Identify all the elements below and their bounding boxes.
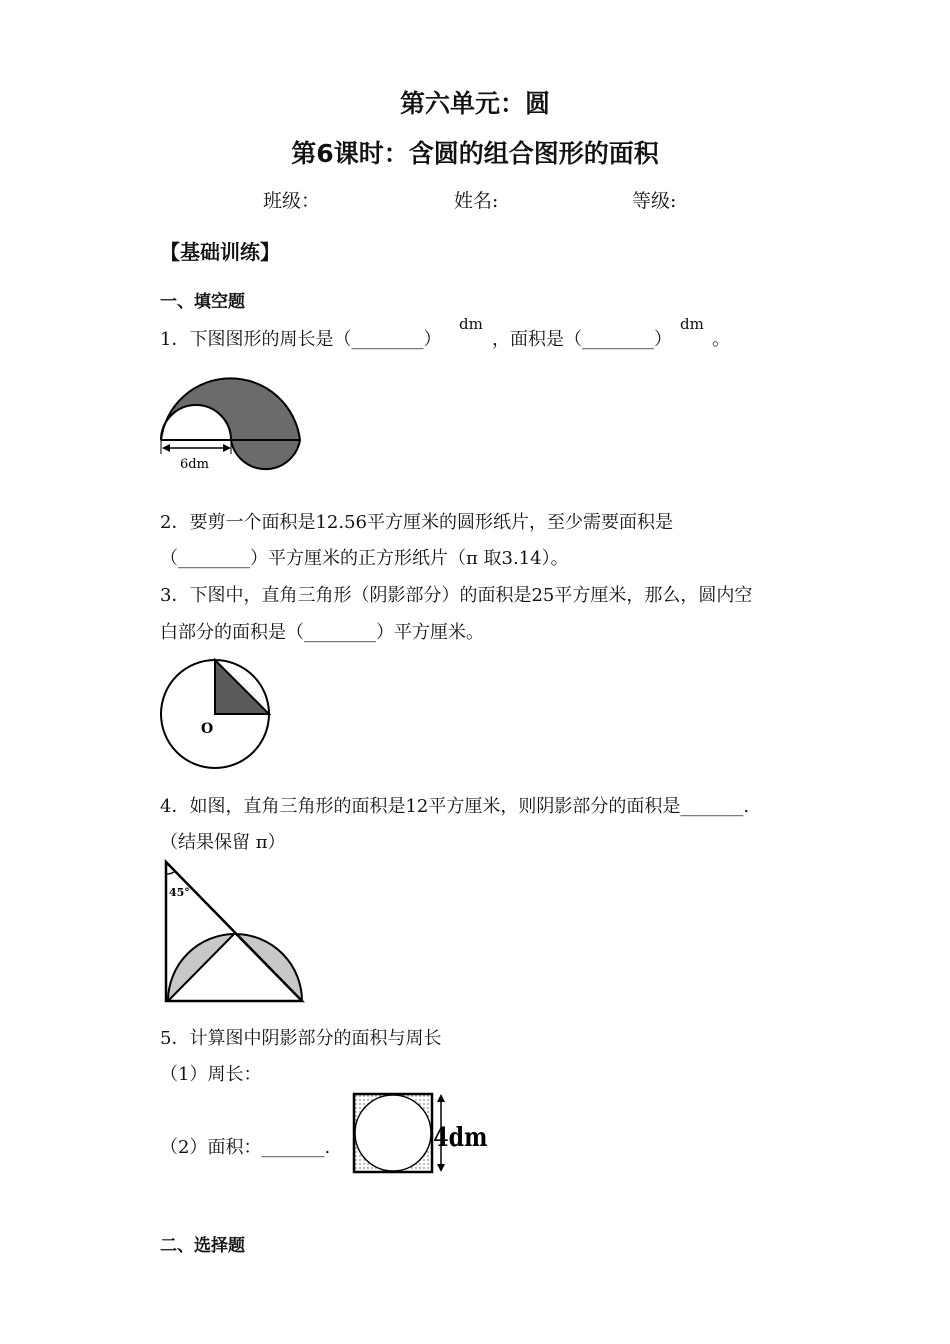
q3-line1: 3．下图中，直角三角形（阴影部分）的面积是25平方厘米，那么，圆内空 xyxy=(160,585,753,606)
q1-figure xyxy=(152,362,312,482)
q4-angle-label: 45° xyxy=(169,886,190,899)
q4-figure xyxy=(160,858,310,1008)
grade-label: 等级: xyxy=(632,190,677,212)
unit-title: 第六单元：圆 xyxy=(399,89,550,118)
class-label: 班级： xyxy=(263,190,321,212)
q4-line1: 4．如图，直角三角形的面积是12平方厘米，则阴影部分的面积是_______. xyxy=(160,796,750,817)
q5-arrow-bottom xyxy=(437,1164,445,1172)
q1-shaded-region xyxy=(161,378,300,469)
q5-dimension-label: 4dm xyxy=(433,1121,488,1153)
q1-text xyxy=(160,325,441,351)
q5-circle xyxy=(355,1095,431,1171)
q1-figure-label: 6dm xyxy=(180,457,209,472)
q2-line2: （________）平方厘米的正方形纸片（π 取3.14）。 xyxy=(160,548,569,569)
q5-area: （2）面积：_______. xyxy=(160,1137,331,1158)
q1-arrow-right xyxy=(223,444,231,452)
q2-line1: 2．要剪一个面积是12.56平方厘米的圆形纸片，至少需要面积是 xyxy=(160,512,673,533)
q1-unit-b: dm xyxy=(680,315,704,333)
section-fill-in-blank: 一、填空题 xyxy=(160,292,245,312)
q1-text-a: 1．下图图形的周长是（________） xyxy=(160,329,442,350)
name-label: 姓名: xyxy=(454,190,499,212)
q3-line2: 白部分的面积是（________）平方厘米。 xyxy=(160,622,484,643)
q4-line2: （结果保留 π） xyxy=(160,832,286,853)
q4-angle-arc xyxy=(166,871,175,874)
q1-text-b: ，面积是（________） xyxy=(492,329,672,350)
q3-figure xyxy=(158,656,278,776)
q1-arrow-left xyxy=(162,444,170,452)
q5-line1: 5．计算图中阴影部分的面积与周长 xyxy=(160,1028,442,1049)
lesson-title: 第6课时：含圆的组合图形的面积 xyxy=(291,139,659,168)
q5-figure xyxy=(350,1090,490,1180)
section-multiple-choice: 二、选择题 xyxy=(160,1236,245,1256)
section-basic-training: 【基础训练】 xyxy=(160,240,280,264)
q3-center-label: O xyxy=(201,721,214,737)
q5-perimeter: （1）周长： xyxy=(160,1064,262,1085)
q5-arrow-top xyxy=(437,1094,445,1102)
q1-text-c: 。 xyxy=(712,329,730,350)
q1-unit-a: dm xyxy=(459,315,483,333)
